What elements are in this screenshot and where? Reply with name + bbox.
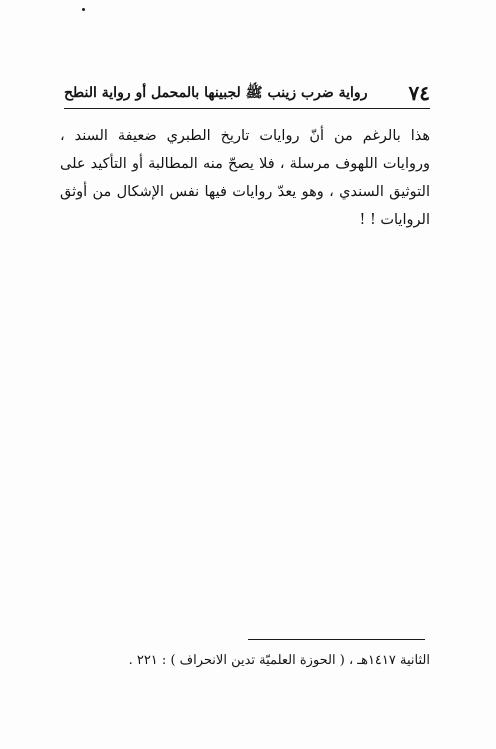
footnote-separator xyxy=(248,639,425,640)
body-paragraph: هذا بالرغم من أنّ روايات تاريخ الطبري ضعيفة السند ، وروايات اللهوف مرسلة ، فلا يصحّ منه المطالبة أو التأكيد على التوثيق السندي ، وهو يعدّ روايات فيها نفس الإشكال من أوثق الروايات ! ! xyxy=(60,128,430,228)
scan-speck xyxy=(82,8,85,11)
page-header xyxy=(64,80,430,109)
page-number: ٧٤ xyxy=(408,81,430,105)
footnote: الثانية ١٤١٧هـ ، ( الحوزة العلميّة تدين الانحراف ) : ٢٢١ . xyxy=(128,653,430,668)
running-title: رواية ضرب زينب ﷺ لجبينها بالمحمل أو رواية النطح xyxy=(64,85,368,101)
main-text xyxy=(60,122,430,234)
